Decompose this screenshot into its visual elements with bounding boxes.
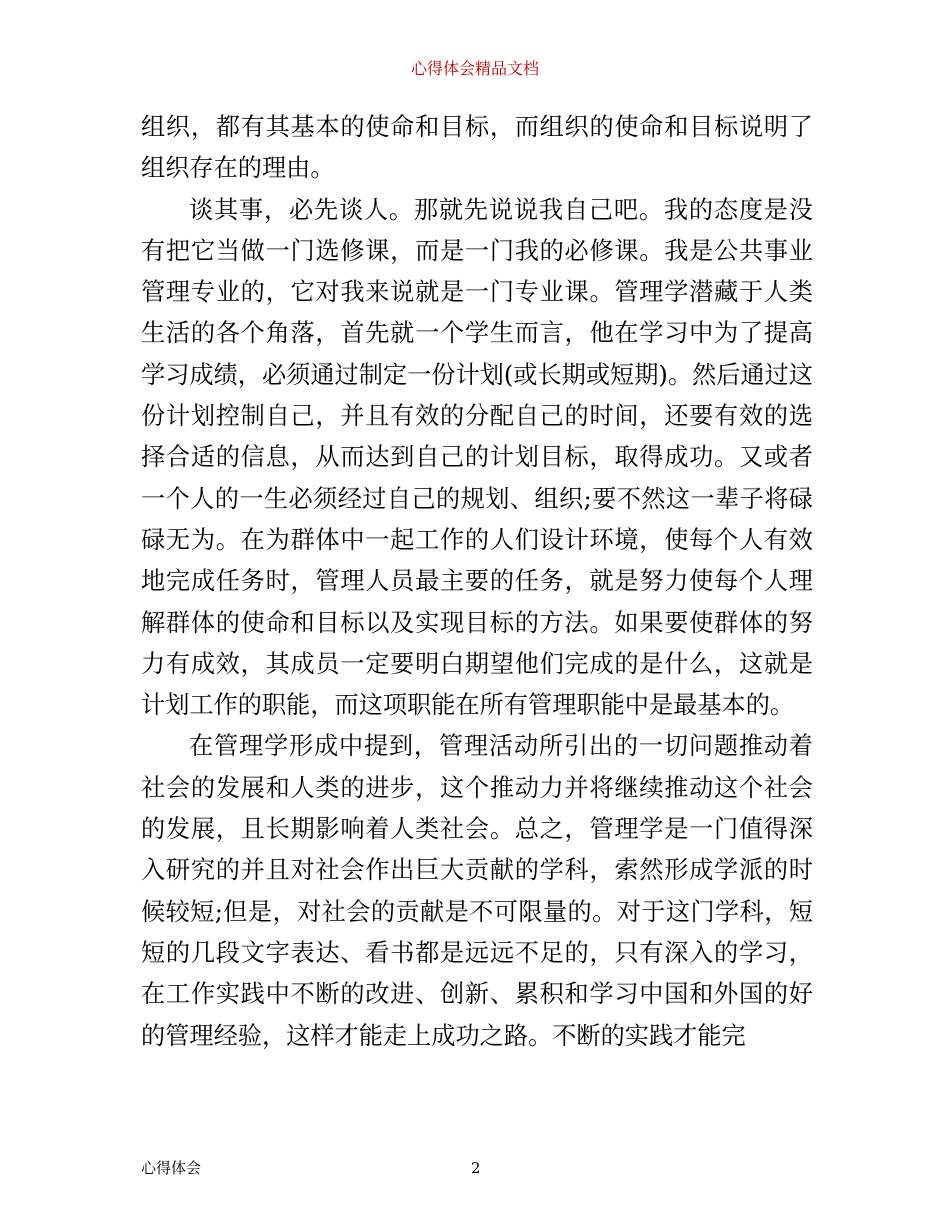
- paragraph-1: 组织，都有其基本的使命和目标，而组织的使命和目标说明了组织存在的理由。: [141, 113, 813, 183]
- footer-label: 心得体会: [141, 1159, 202, 1177]
- page-number: 2: [471, 1159, 481, 1177]
- document-body: [141, 107, 813, 1057]
- paragraph-3: 在管理学形成中提到，管理活动所引出的一切问题推动着社会的发展和人类的进步，这个推动力并将继续推动这个社会的发展，且长期影响着人类社会。总之，管理学是一门值得深入研究的并且对社会作出巨大贡献的学科，索然形成学派的时候较短;但是，对社会的贡献是不可限量的。对于这门学科，短短的几段文字表达、看书都是远远不足的，只有深入的学习，在工作实践中不断的改进、创新、累积和学习中国和外国的好的管理经验，这样才能走上成功之路。不断的实践才能完: [141, 732, 813, 1050]
- page-header-title: 心得体会精品文档: [410, 59, 539, 78]
- page-footer: [141, 1157, 813, 1179]
- paragraph-2: 谈其事，必先谈人。那就先说说我自己吧。我的态度是没有把它当做一门选修课，而是一门我的必修课。我是公共事业管理专业的，它对我来说就是一门专业课。管理学潜藏于人类生活的各个角落，首先就一个学生而言，他在学习中为了提高学习成绩，必须通过制定一份计划(或长期或短期)。然后通过这份计划控制自己，并且有效的分配自己的时间，还要有效的选择合适的信息，从而达到自己的计划目标，取得成功。又或者一个人的一生必须经过自己的规划、组织;要不然这一辈子将碌碌无为。在为群体中一起工作的人们设计环境，使每个人有效地完成任务时，管理人员最主要的任务，就是努力使每个人理解群体的使命和目标以及实现目标的方法。如果要使群体的努力有成效，其成员一定要明白期望他们完成的是什么，这就是计划工作的职能，而这项职能在所有管理职能中是最基本的。: [141, 195, 813, 720]
